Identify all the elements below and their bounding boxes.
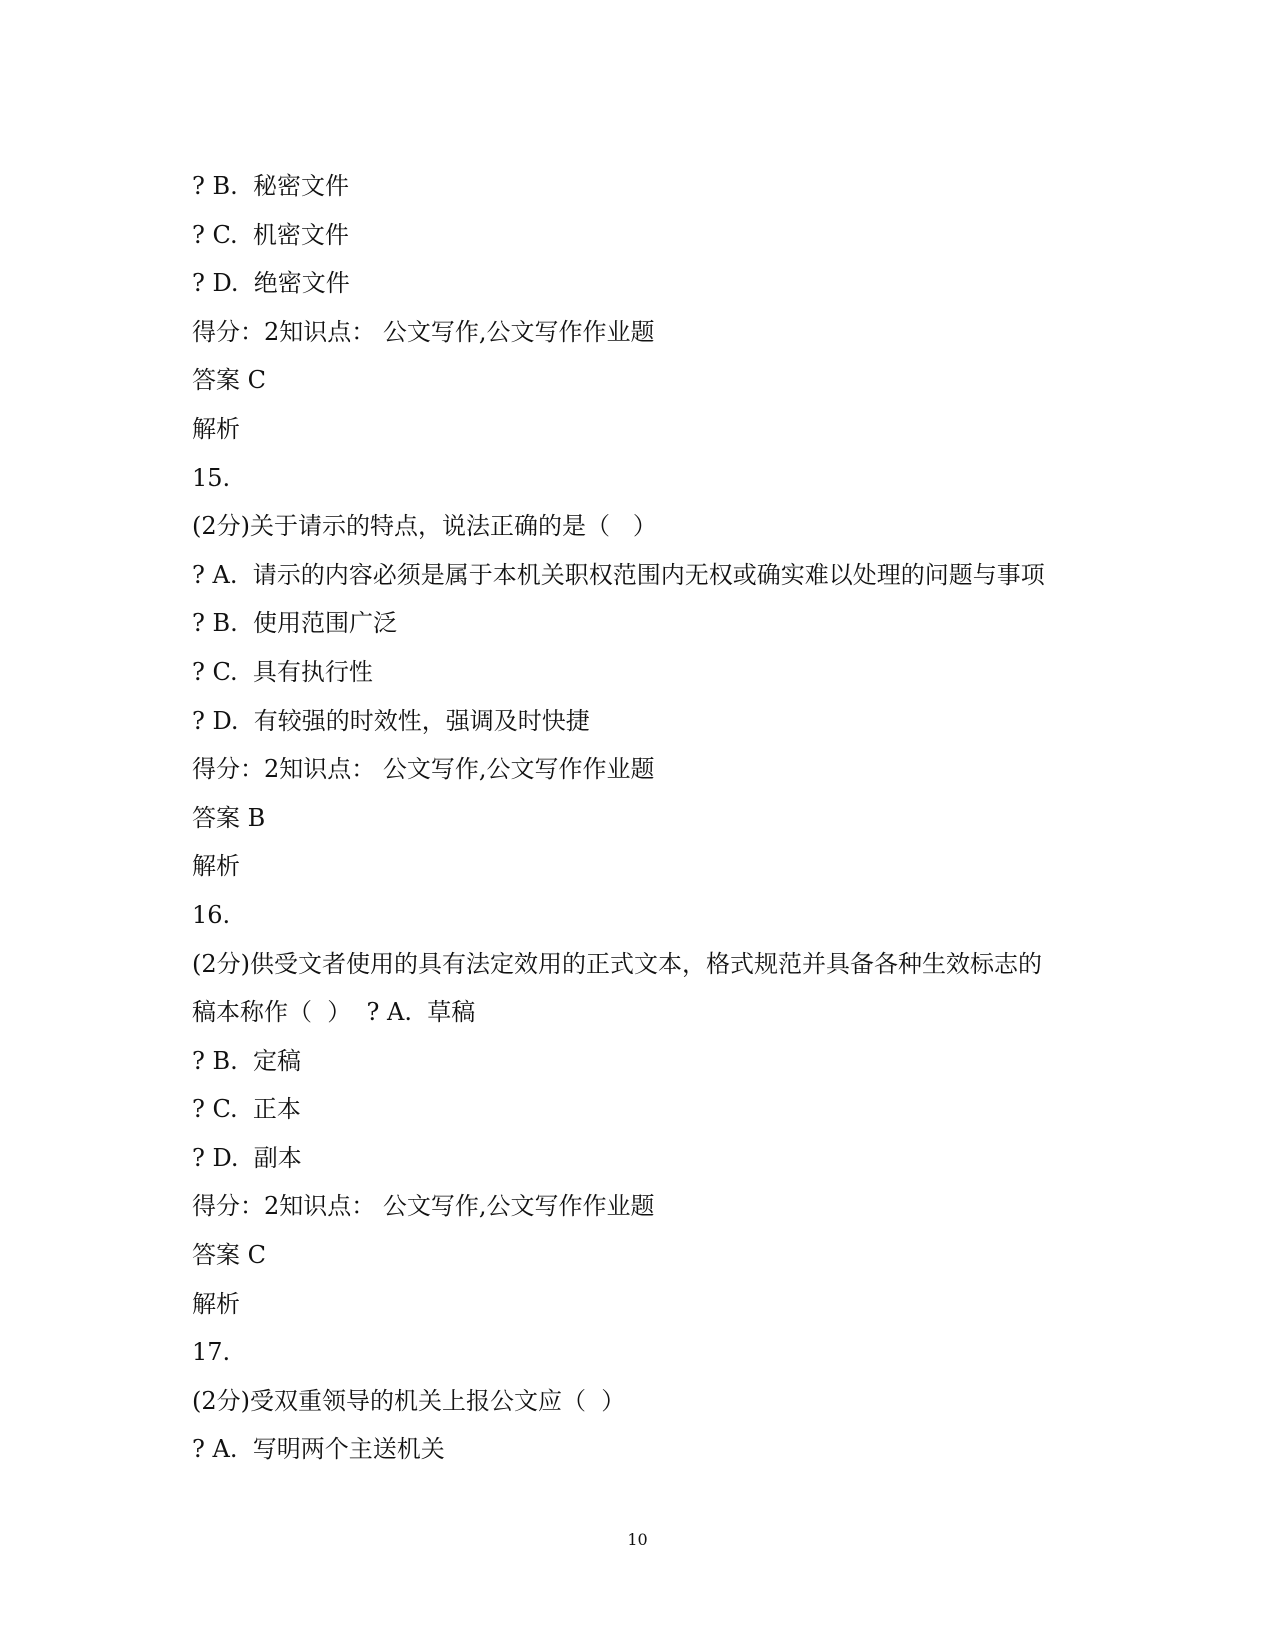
question-text: (2分)受双重领导的机关上报公文应（ ）	[192, 1386, 626, 1415]
question-number: 15.	[192, 463, 231, 492]
answer-line: 答案 B	[192, 803, 266, 832]
option-line: ? D. 绝密文件	[192, 269, 350, 298]
option-line: ? D. 副本	[192, 1143, 302, 1172]
question-number: 16.	[192, 900, 231, 929]
option-line: ? C. 机密文件	[192, 220, 349, 249]
option-line: ? A. 写明两个主送机关	[192, 1435, 445, 1464]
question-text: (2分)供受文者使用的具有法定效用的正式文本，格式规范并具备各种生效标志的	[192, 949, 1042, 978]
option-line: ? A. 请示的内容必须是属于本机关职权范围内无权或确实难以处理的问题与事项	[192, 560, 1045, 589]
score-line: 得分：2知识点： 公文写作,公文写作作业题	[192, 317, 655, 346]
page-number: 10	[627, 1530, 648, 1549]
option-line: ? C. 正本	[192, 1095, 301, 1124]
question-number: 17.	[192, 1338, 231, 1367]
option-line: ? B. 秘密文件	[192, 172, 350, 200]
option-line: ? D. 有较强的时效性，强调及时快捷	[192, 706, 590, 735]
score-line: 得分：2知识点： 公文写作,公文写作作业题	[192, 755, 655, 784]
score-line: 得分：2知识点： 公文写作,公文写作作业题	[192, 1192, 655, 1221]
question-text: (2分)关于请示的特点，说法正确的是（ ）	[192, 512, 657, 541]
option-line: ? B. 定稿	[192, 1046, 302, 1075]
question-text-continued: 稿本称作（ ） ? A. 草稿	[192, 998, 476, 1027]
answer-line: 答案 C	[192, 1241, 266, 1270]
option-line: ? B. 使用范围广泛	[192, 609, 398, 638]
answer-line: 答案 C	[192, 366, 266, 395]
analysis-label: 解析	[192, 414, 240, 443]
analysis-label: 解析	[192, 852, 240, 881]
document-body	[192, 162, 1092, 1474]
option-line: ? C. 具有执行性	[192, 657, 373, 686]
analysis-label: 解析	[192, 1289, 240, 1318]
